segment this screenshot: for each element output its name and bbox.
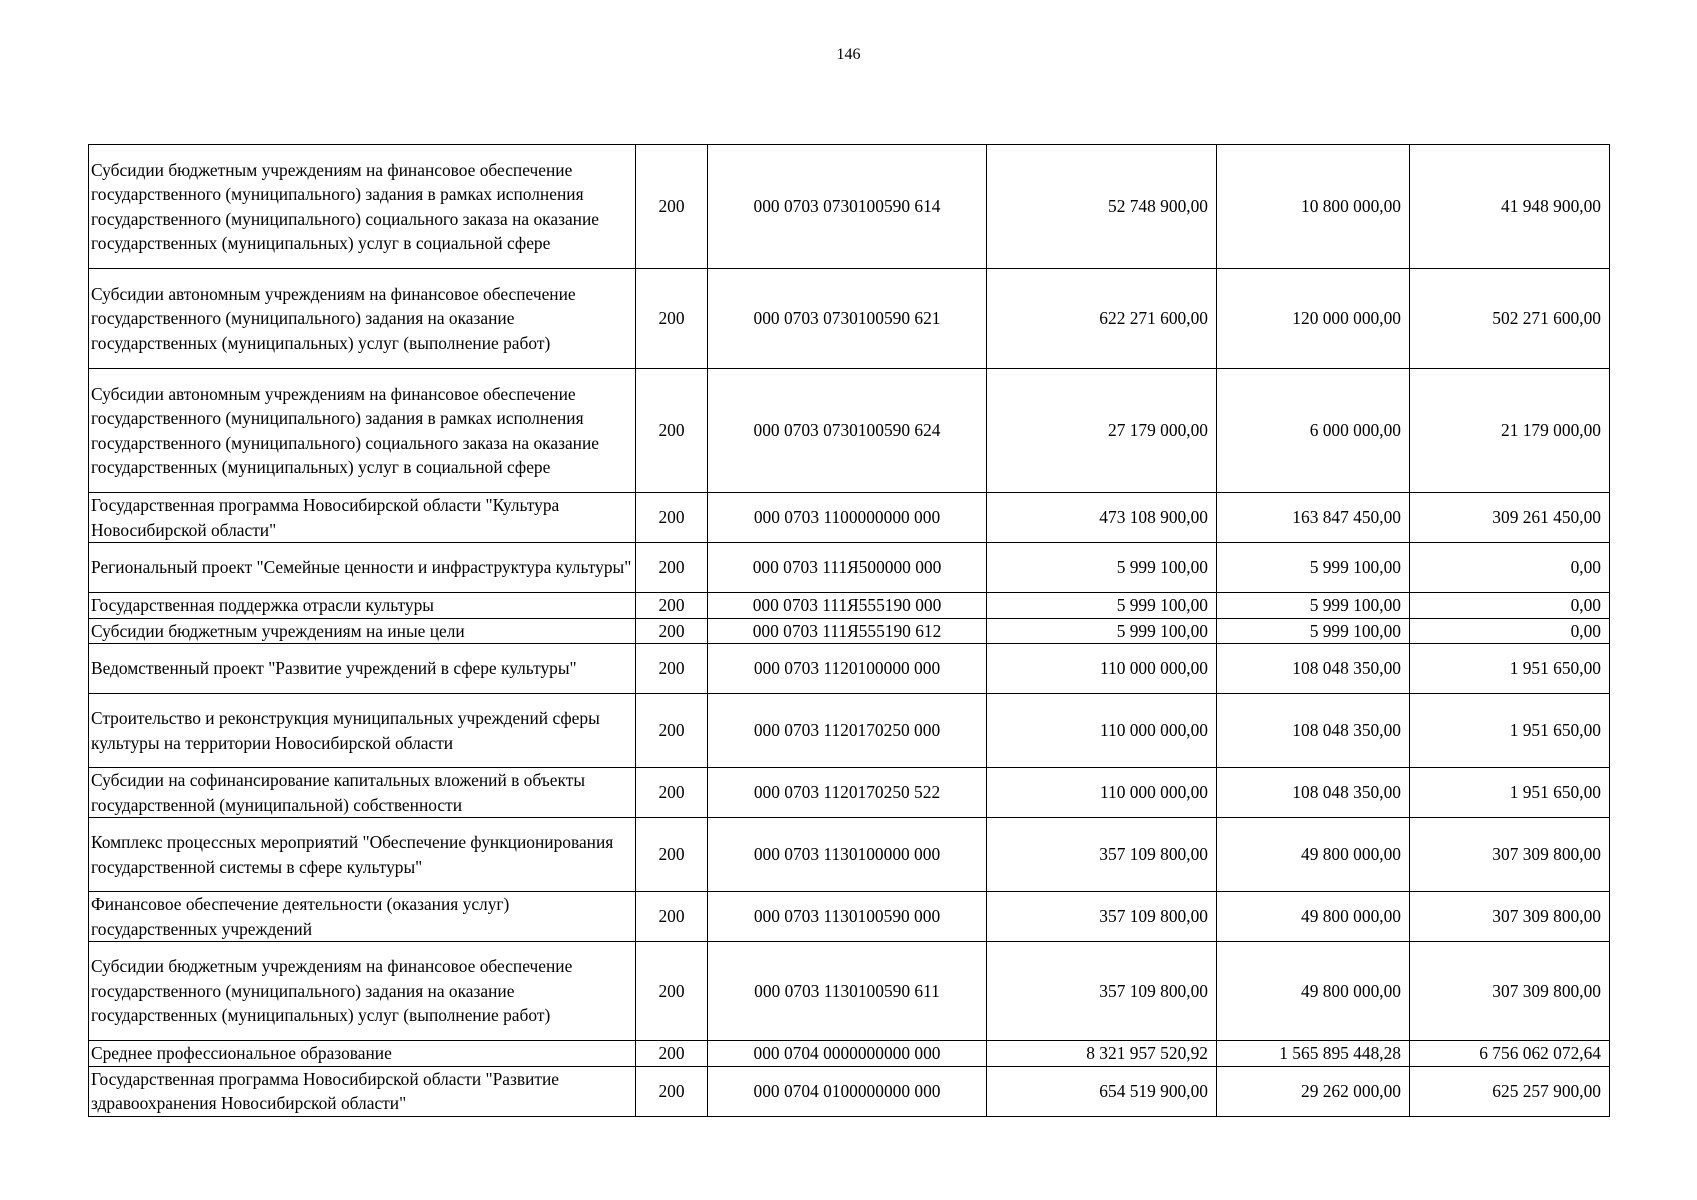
- row-classification-code: 000 0703 1120170250 000: [708, 694, 987, 768]
- row-remaining-amount: 307 309 800,00: [1410, 892, 1610, 942]
- row-admin-code: 200: [636, 768, 708, 818]
- row-remaining-amount: 6 756 062 072,64: [1410, 1041, 1610, 1067]
- row-approved-amount: 357 109 800,00: [987, 818, 1217, 892]
- row-admin-code: 200: [636, 593, 708, 619]
- table-row: [89, 593, 1610, 619]
- row-executed-amount: 49 800 000,00: [1217, 818, 1410, 892]
- row-name: Ведомственный проект "Развитие учреждений в сфере культуры": [89, 644, 636, 694]
- row-name: Субсидии бюджетным учреждениям на иные цели: [89, 618, 636, 644]
- row-admin-code: 200: [636, 269, 708, 369]
- row-approved-amount: 8 321 957 520,92: [987, 1041, 1217, 1067]
- row-admin-code: 200: [636, 644, 708, 694]
- row-approved-amount: 27 179 000,00: [987, 369, 1217, 493]
- row-approved-amount: 110 000 000,00: [987, 644, 1217, 694]
- row-admin-code: 200: [636, 1041, 708, 1067]
- row-classification-code: 000 0703 111Я500000 000: [708, 543, 987, 593]
- row-classification-code: 000 0703 111Я555190 612: [708, 618, 987, 644]
- row-executed-amount: 10 800 000,00: [1217, 145, 1410, 269]
- row-admin-code: 200: [636, 369, 708, 493]
- row-approved-amount: 110 000 000,00: [987, 694, 1217, 768]
- row-admin-code: 200: [636, 145, 708, 269]
- row-classification-code: 000 0703 1120170250 522: [708, 768, 987, 818]
- row-classification-code: 000 0703 1130100590 611: [708, 942, 987, 1041]
- budget-table-body: [89, 145, 1610, 1117]
- row-executed-amount: 163 847 450,00: [1217, 493, 1410, 543]
- table-row: [89, 369, 1610, 493]
- row-classification-code: 000 0703 1120100000 000: [708, 644, 987, 694]
- row-executed-amount: 5 999 100,00: [1217, 543, 1410, 593]
- row-admin-code: 200: [636, 892, 708, 942]
- row-name: Субсидии бюджетным учреждениям на финансовое обеспечение государственного (муниципального) задания на оказание государственных (муниципальных) услуг (выполнение работ): [89, 942, 636, 1041]
- row-approved-amount: 110 000 000,00: [987, 768, 1217, 818]
- row-executed-amount: 29 262 000,00: [1217, 1066, 1410, 1116]
- row-name: Государственная программа Новосибирской области "Развитие здравоохранения Новосибирской области": [89, 1066, 636, 1116]
- row-classification-code: 000 0703 1130100590 000: [708, 892, 987, 942]
- row-name: Финансовое обеспечение деятельности (оказания услуг) государственных учреждений: [89, 892, 636, 942]
- row-classification-code: 000 0703 0730100590 614: [708, 145, 987, 269]
- row-executed-amount: 5 999 100,00: [1217, 593, 1410, 619]
- row-classification-code: 000 0704 0100000000 000: [708, 1066, 987, 1116]
- row-remaining-amount: 625 257 900,00: [1410, 1066, 1610, 1116]
- row-approved-amount: 5 999 100,00: [987, 593, 1217, 619]
- row-executed-amount: 108 048 350,00: [1217, 644, 1410, 694]
- row-admin-code: 200: [636, 942, 708, 1041]
- row-name: Государственная поддержка отрасли культуры: [89, 593, 636, 619]
- row-executed-amount: 5 999 100,00: [1217, 618, 1410, 644]
- row-name: Среднее профессиональное образование: [89, 1041, 636, 1067]
- row-admin-code: 200: [636, 493, 708, 543]
- table-row: [89, 942, 1610, 1041]
- table-row: [89, 768, 1610, 818]
- row-approved-amount: 357 109 800,00: [987, 892, 1217, 942]
- row-approved-amount: 473 108 900,00: [987, 493, 1217, 543]
- table-row: [89, 892, 1610, 942]
- row-approved-amount: 654 519 900,00: [987, 1066, 1217, 1116]
- row-name: Субсидии бюджетным учреждениям на финансовое обеспечение государственного (муниципального) задания в рамках исполнения государственного (муниципального) социального заказа на оказание государственных (муниципальных) услуг в социальной сфере: [89, 145, 636, 269]
- row-remaining-amount: 307 309 800,00: [1410, 942, 1610, 1041]
- row-executed-amount: 6 000 000,00: [1217, 369, 1410, 493]
- row-remaining-amount: 0,00: [1410, 543, 1610, 593]
- table-row: [89, 145, 1610, 269]
- row-classification-code: 000 0703 0730100590 621: [708, 269, 987, 369]
- row-admin-code: 200: [636, 1066, 708, 1116]
- row-classification-code: 000 0704 0000000000 000: [708, 1041, 987, 1067]
- table-row: [89, 618, 1610, 644]
- row-executed-amount: 49 800 000,00: [1217, 942, 1410, 1041]
- row-executed-amount: 108 048 350,00: [1217, 768, 1410, 818]
- row-remaining-amount: 1 951 650,00: [1410, 694, 1610, 768]
- row-remaining-amount: 1 951 650,00: [1410, 644, 1610, 694]
- row-classification-code: 000 0703 0730100590 624: [708, 369, 987, 493]
- table-row: [89, 1066, 1610, 1116]
- row-name: Субсидии автономным учреждениям на финансовое обеспечение государственного (муниципального) задания в рамках исполнения государственного (муниципального) социального заказа на оказание государственных (муниципальных) услуг в социальной сфере: [89, 369, 636, 493]
- row-classification-code: 000 0703 111Я555190 000: [708, 593, 987, 619]
- row-admin-code: 200: [636, 618, 708, 644]
- row-approved-amount: 52 748 900,00: [987, 145, 1217, 269]
- row-approved-amount: 5 999 100,00: [987, 618, 1217, 644]
- row-executed-amount: 120 000 000,00: [1217, 269, 1410, 369]
- row-name: Строительство и реконструкция муниципальных учреждений сферы культуры на территории Новосибирской области: [89, 694, 636, 768]
- row-remaining-amount: 309 261 450,00: [1410, 493, 1610, 543]
- row-name: Субсидии на софинансирование капитальных вложений в объекты государственной (муниципальной) собственности: [89, 768, 636, 818]
- table-row: [89, 1041, 1610, 1067]
- page-number: 146: [836, 46, 861, 63]
- row-remaining-amount: 1 951 650,00: [1410, 768, 1610, 818]
- table-row: [89, 269, 1610, 369]
- row-admin-code: 200: [636, 543, 708, 593]
- row-name: Субсидии автономным учреждениям на финансовое обеспечение государственного (муниципального) задания на оказание государственных (муниципальных) услуг (выполнение работ): [89, 269, 636, 369]
- row-admin-code: 200: [636, 818, 708, 892]
- row-name: Региональный проект "Семейные ценности и инфраструктура культуры": [89, 543, 636, 593]
- row-remaining-amount: 41 948 900,00: [1410, 145, 1610, 269]
- table-row: [89, 644, 1610, 694]
- row-executed-amount: 1 565 895 448,28: [1217, 1041, 1410, 1067]
- row-admin-code: 200: [636, 694, 708, 768]
- row-name: Комплекс процессных мероприятий "Обеспечение функционирования государственной системы в сфере культуры": [89, 818, 636, 892]
- row-executed-amount: 108 048 350,00: [1217, 694, 1410, 768]
- table-row: [89, 818, 1610, 892]
- row-executed-amount: 49 800 000,00: [1217, 892, 1410, 942]
- row-approved-amount: 357 109 800,00: [987, 942, 1217, 1041]
- row-approved-amount: 622 271 600,00: [987, 269, 1217, 369]
- row-approved-amount: 5 999 100,00: [987, 543, 1217, 593]
- budget-table: [88, 144, 1610, 1117]
- table-row: [89, 493, 1610, 543]
- table-row: [89, 543, 1610, 593]
- row-classification-code: 000 0703 1100000000 000: [708, 493, 987, 543]
- row-name: Государственная программа Новосибирской области "Культура Новосибирской области": [89, 493, 636, 543]
- row-remaining-amount: 0,00: [1410, 618, 1610, 644]
- row-remaining-amount: 307 309 800,00: [1410, 818, 1610, 892]
- row-remaining-amount: 502 271 600,00: [1410, 269, 1610, 369]
- row-remaining-amount: 0,00: [1410, 593, 1610, 619]
- table-row: [89, 694, 1610, 768]
- row-classification-code: 000 0703 1130100000 000: [708, 818, 987, 892]
- row-remaining-amount: 21 179 000,00: [1410, 369, 1610, 493]
